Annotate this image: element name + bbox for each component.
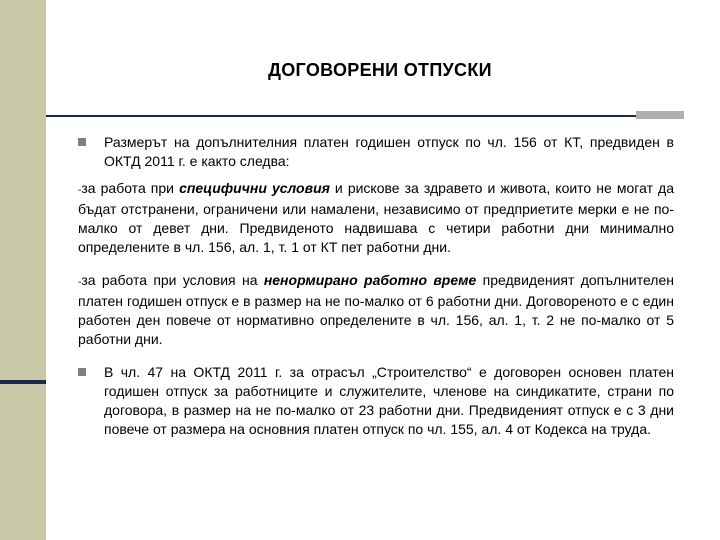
paragraph-1-emphasis: специфични условия: [179, 180, 330, 196]
left-accent-mark: [0, 380, 46, 384]
slide-body: [78, 133, 674, 447]
bullet-item-1: [78, 133, 674, 171]
paragraph-irregular-hours: [78, 271, 674, 349]
paragraph-2-emphasis: ненормирано работно време: [263, 272, 477, 288]
bullet-text-1: Размерът на допълнителния платен годишен отпуск по чл. 156 от КТ, предвиден в ОКТД 2011 г. е както следва:: [104, 134, 674, 169]
paragraph-2-pre: за работа при условия на: [81, 272, 264, 288]
left-accent-bar: [0, 0, 46, 540]
paragraph-specific-conditions: [78, 179, 674, 257]
bullet-text-2: В чл. 47 на ОКТД 2011 г. за отрасъл „Строителство“ е договорен основен платен годишен отпуск за работниците и служителите, членове на синдикатите, страни по договора, в размер на не по-малко от 23 работни дни. Предвиденият отпуск е с 3 дни повече от размера на основния платен отпуск по чл. 155, ал. 4 от Кодекса на труда.: [104, 364, 674, 437]
dash-marker: -: [78, 277, 82, 288]
paragraph-1-pre: за работа при: [81, 180, 180, 196]
square-bullet-icon: [78, 368, 86, 376]
title-underline: [46, 115, 636, 117]
paragraph-2-post: предвиденият допълнителен платен годишен отпуск е в размер на не по-малко от 6 работни дни. Договореното е с един работен ден повече от нормативно определените в чл. 156, ал. 1, т. 2 не по-малко от 5 работни дни.: [78, 272, 674, 347]
slide-title: ДОГОВОРЕНИ ОТПУСКИ: [268, 60, 492, 80]
square-bullet-icon: [78, 138, 86, 146]
dash-marker: -: [78, 185, 82, 196]
bullet-item-2: [78, 363, 674, 439]
paragraph-1-post: и рискове за здравето и живота, които не могат да бъдат отстранени, ограничени или намалени, независимо от предприетите мерки е не по-малко от девет дни. Предвиденото надвишава с четири работни дни минимално определените в чл. 156, ал. 1, т. 1 от КТ пет работни дни.: [78, 180, 675, 255]
title-underline-accent: [636, 111, 684, 119]
